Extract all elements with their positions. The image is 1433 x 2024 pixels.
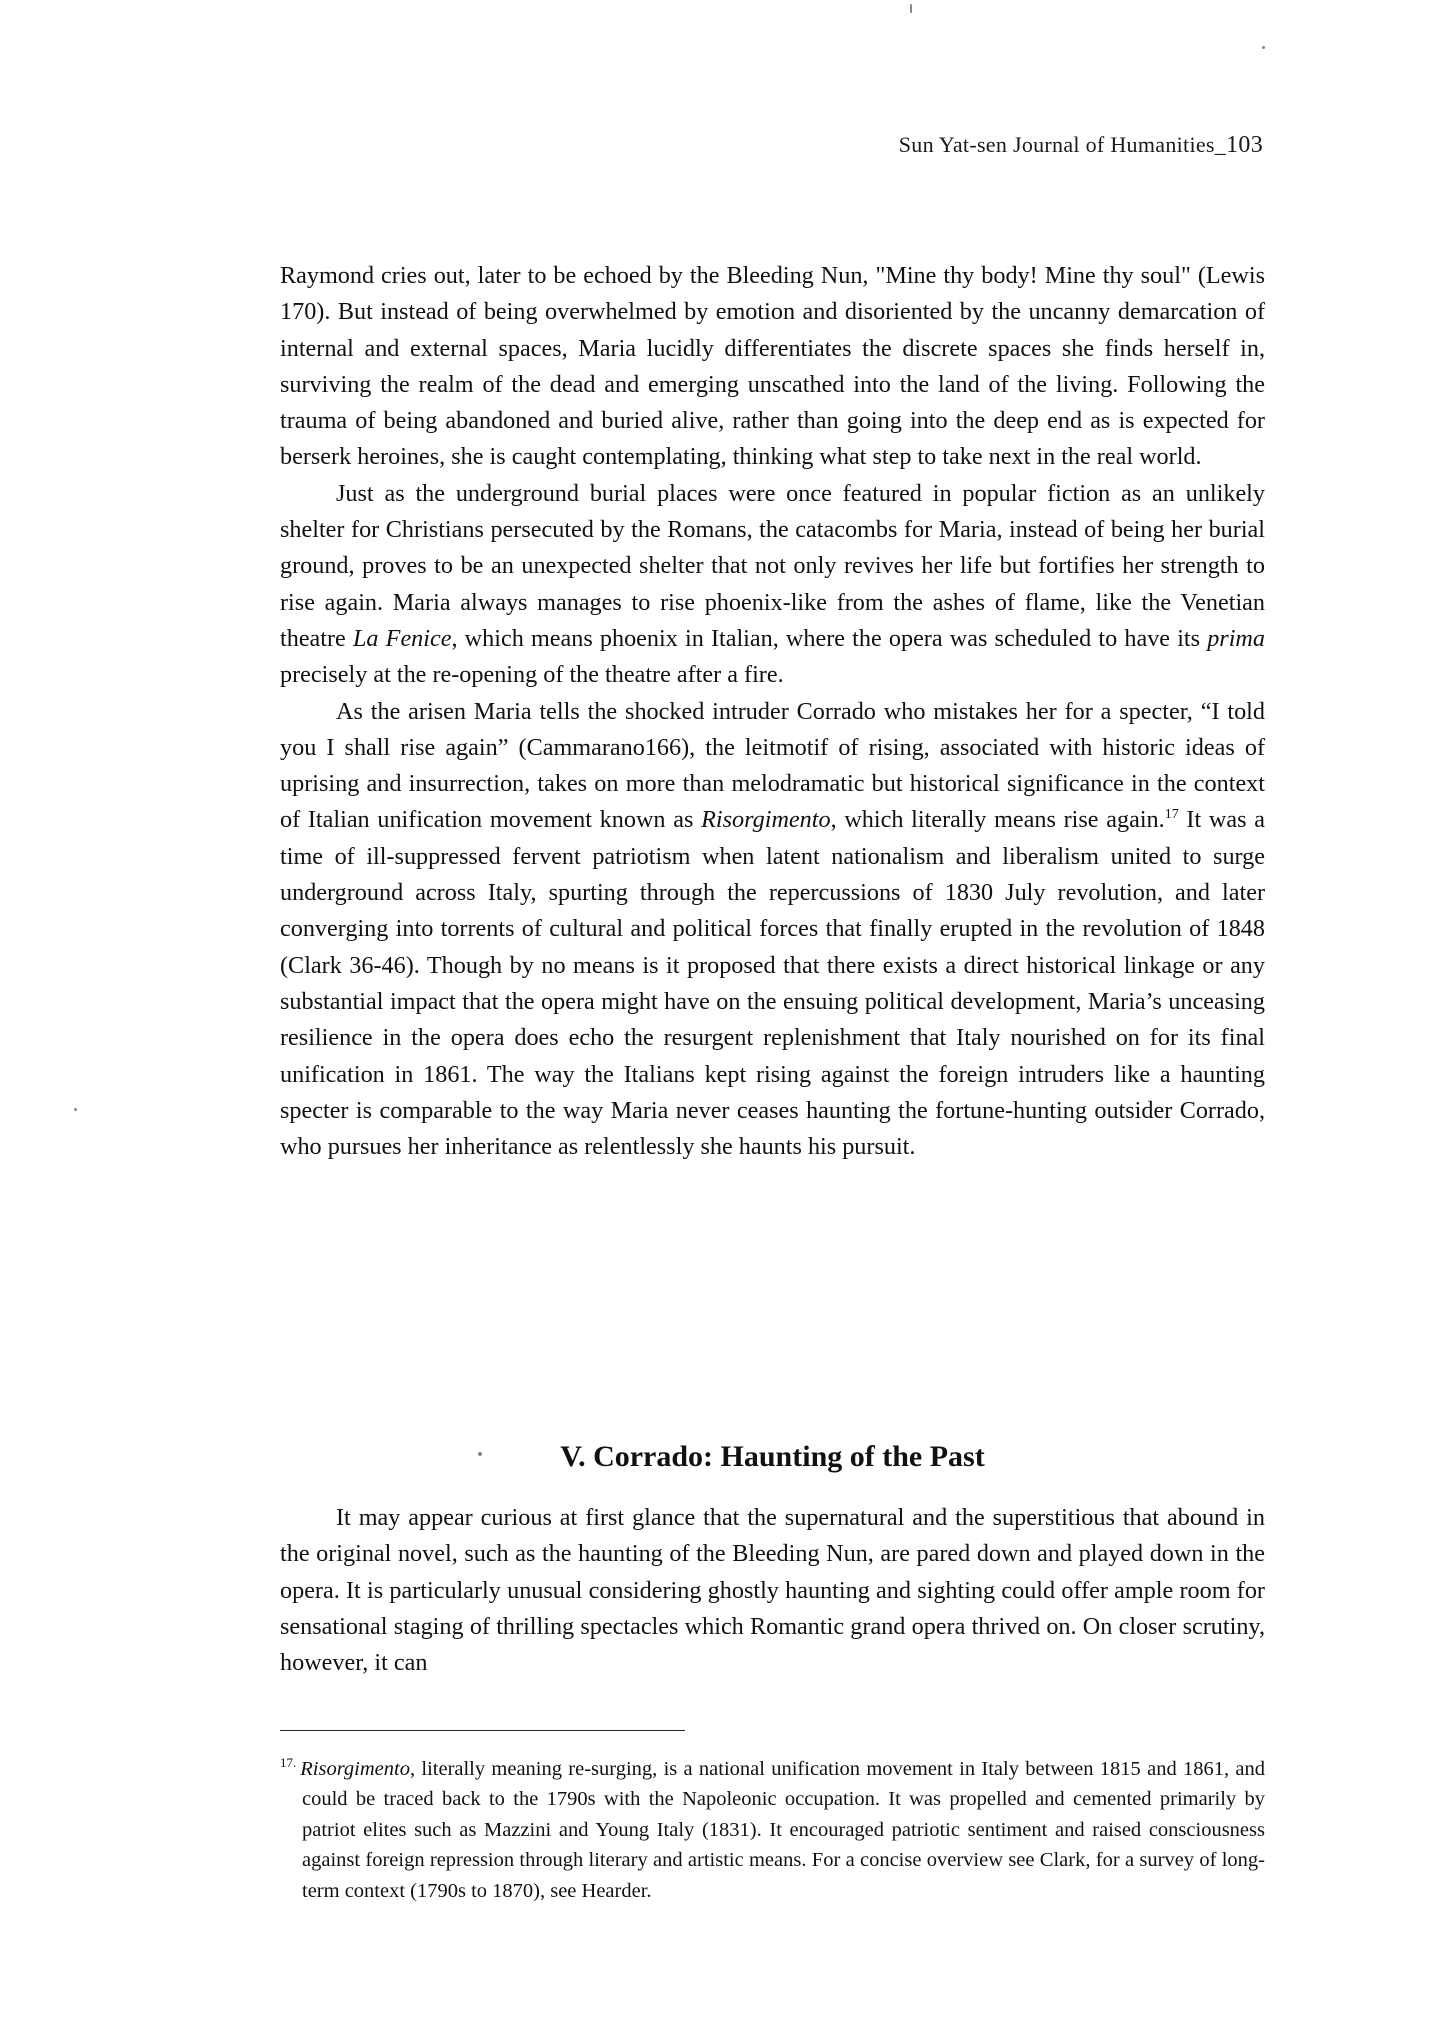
scan-speck: [74, 1108, 77, 1111]
section-heading: V. Corrado: Haunting of the Past: [560, 1440, 985, 1473]
section-paragraph: It may appear curious at first glance that the supernatural and the superstitious that abound in the original novel, such as the haunting of the Bleeding Nun, are pared down and played down in the opera. It is particularly unusual considering ghostly haunting and sighting could offer ample room for sensational staging of thrilling spectacles which Romantic grand opera thrived on. On closer scrutiny, however, it can: [280, 1504, 1265, 1677]
running-header: [899, 132, 1263, 159]
page-number: 103: [1226, 132, 1263, 158]
scan-speck: [910, 4, 912, 13]
footnote-17: [280, 1754, 1265, 1906]
paragraph-3: As the arisen Maria tells the shocked intruder Corrado who mistakes her for a specter, “I told you I shall rise again” (Cammarano166), the leitmotif of rising, associated with historic ideas of uprising and insurrection, takes on more than melodramatic but historical significance in the context of Italian unification movement known as Risorgimento, which literally means rise again.$^{17}$ It was a time of ill-suppressed fervent patriotism when latent nationalism and liberalism united to surge underground across Italy, spurting through the repercussions of 1830 July revolution, and later converging into torrents of cultural and political forces that finally erupted in the revolution of 1848 (Clark 36-46). Though by no means is it proposed that there exists a direct historical linkage or any substantial impact that the opera might have on the ensuing political development, Maria’s unceasing resilience in the opera does echo the resurgent replenishment that Italy nourished on for its final unification in 1861. The way the Italians kept rising against the foreign intruders like a haunting specter is comparable to the way Maria never ceases haunting the fortune-hunting outsider Corrado, who pursues her inheritance as relentlessly she haunts his pursuit.: [280, 697, 1265, 1161]
footnote-divider: [280, 1730, 685, 1731]
scan-speck: [1262, 46, 1265, 49]
footnote-reference[interactable]: 17: [1164, 807, 1179, 823]
scan-speck: [478, 1452, 482, 1456]
body-text: [280, 258, 1265, 1165]
footnote-italic: Risorgimento: [300, 1758, 410, 1780]
italic-la-fenice: La Fenice: [352, 624, 452, 652]
paragraph-1: Raymond cries out, later to be echoed by the Bleeding Nun, "Mine thy body! Mine thy soul" (Lewis 170). But instead of being overwhelmed by emotion and disoriented by the uncanny demarcation of internal and external spaces, Maria lucidly differentiates the discrete spaces she finds herself in, surviving the realm of the dead and emerging unscathed into the land of the living. Following the trauma of being abandoned and buried alive, rather than going into the deep end as is expected for berserk heroines, she is caught contemplating, thinking what step to take next in the real world.: [280, 262, 1265, 471]
footnote-text: , literally meaning re-surging, is a national unification movement in Italy between 1815 and 1861, and could be traced back to the 1790s with the Napoleonic occupation. It was propelled and cemented primarily by patriot elites such as Mazzini and Young Italy (1831). It encouraged patriotic sentiment and raised consciousness against foreign repression through literary and artistic means. For a concise overview see Clark, for a survey of long-term context (1790s to 1870), see Hearder.: [302, 1758, 1265, 1902]
section-body: [280, 1500, 1265, 1681]
journal-title: Sun Yat-sen Journal of Humanities_: [898, 132, 1227, 157]
paragraph-2: Just as the underground burial places were once featured in popular fiction as an unlikely shelter for Christians persecuted by the Romans, the catacombs for Maria, instead of being her burial ground, proves to be an unexpected shelter that not only revives her life but fortifies her strength to rise again. Maria always manages to rise phoenix-like from the ashes of flame, like the Venetian theatre La Fenice, which means phoenix in Italian, where the opera was scheduled to have its prima precisely at the re-opening of the theatre after a fire.: [280, 479, 1265, 689]
italic-risorgimento: Risorgimento: [701, 806, 831, 834]
footnote-number: 17.: [280, 1755, 297, 1771]
italic-prima: prima: [1207, 624, 1265, 652]
